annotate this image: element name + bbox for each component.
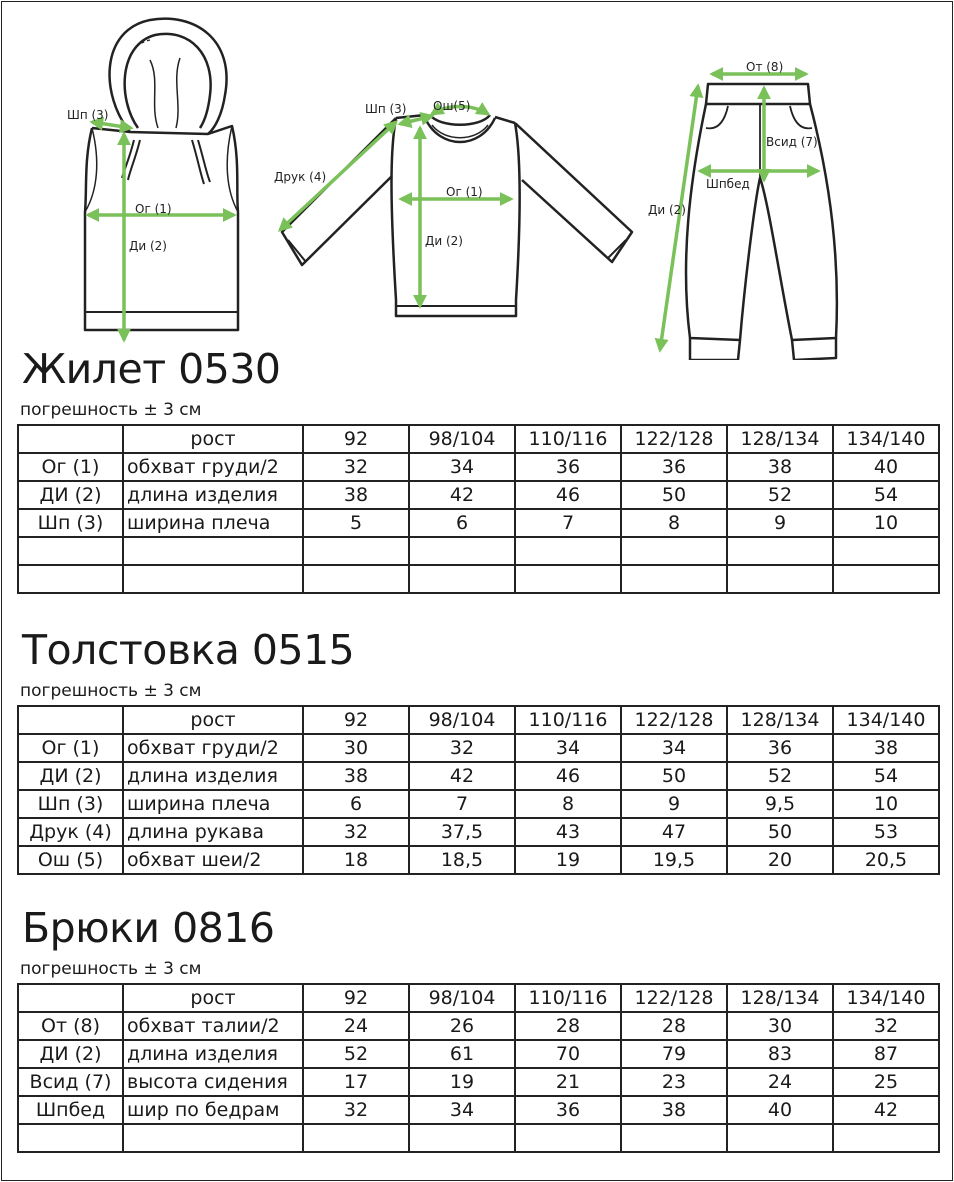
measure-value: 38 bbox=[621, 1096, 727, 1124]
pants-length-label: Ди (2) bbox=[648, 203, 686, 217]
size-header: 98/104 bbox=[409, 706, 515, 734]
table-row bbox=[18, 1096, 939, 1124]
measure-name: обхват груди/2 bbox=[123, 734, 303, 762]
measure-value: 32 bbox=[833, 1012, 939, 1040]
table-row bbox=[18, 481, 939, 509]
measure-value: 24 bbox=[303, 1012, 409, 1040]
table-row bbox=[18, 1068, 939, 1096]
table-header-row bbox=[18, 706, 939, 734]
table-row bbox=[18, 1040, 939, 1068]
vest-shoulder-label: Шп (3) bbox=[67, 108, 109, 122]
measure-value: 7 bbox=[515, 509, 621, 537]
measure-value: 54 bbox=[833, 481, 939, 509]
measure-code: Друк (4) bbox=[18, 818, 123, 846]
measure-name: обхват талии/2 bbox=[123, 1012, 303, 1040]
measure-value: 25 bbox=[833, 1068, 939, 1096]
header-label: рост bbox=[123, 984, 303, 1012]
measure-value: 8 bbox=[621, 509, 727, 537]
measure-value: 34 bbox=[621, 734, 727, 762]
measure-name: длина изделия bbox=[123, 481, 303, 509]
measure-value: 38 bbox=[303, 762, 409, 790]
measure-code: ДИ (2) bbox=[18, 481, 123, 509]
vest-size-table bbox=[17, 424, 940, 594]
measure-value: 17 bbox=[303, 1068, 409, 1096]
measure-name: обхват груди/2 bbox=[123, 453, 303, 481]
measure-value: 7 bbox=[409, 790, 515, 818]
table-row bbox=[18, 453, 939, 481]
measure-value: 52 bbox=[727, 481, 833, 509]
measure-value: 23 bbox=[621, 1068, 727, 1096]
measure-value: 20 bbox=[727, 846, 833, 874]
measure-value: 38 bbox=[833, 734, 939, 762]
measure-value: 37,5 bbox=[409, 818, 515, 846]
measure-value: 38 bbox=[727, 453, 833, 481]
size-header: 110/116 bbox=[515, 425, 621, 453]
measure-code: Шп (3) bbox=[18, 509, 123, 537]
measure-value: 10 bbox=[833, 790, 939, 818]
measure-value: 20,5 bbox=[833, 846, 939, 874]
measure-value: 34 bbox=[409, 1096, 515, 1124]
measure-value: 42 bbox=[409, 481, 515, 509]
measure-value: 40 bbox=[727, 1096, 833, 1124]
size-header: 98/104 bbox=[409, 984, 515, 1012]
vest-section-title: Жилет 0530 bbox=[22, 345, 281, 393]
measure-value: 54 bbox=[833, 762, 939, 790]
measure-value: 43 bbox=[515, 818, 621, 846]
measure-value: 18,5 bbox=[409, 846, 515, 874]
size-header: 122/128 bbox=[621, 706, 727, 734]
sweatshirt-tolerance: погрешность ± 3 см bbox=[20, 681, 202, 701]
table-row-empty bbox=[18, 537, 939, 565]
measure-name: высота сидения bbox=[123, 1068, 303, 1096]
header-label: рост bbox=[123, 425, 303, 453]
table-row bbox=[18, 790, 939, 818]
measure-value: 50 bbox=[621, 481, 727, 509]
measure-value: 52 bbox=[727, 762, 833, 790]
sweatshirt-section-title: Толстовка 0515 bbox=[22, 626, 355, 674]
measure-name: длина изделия bbox=[123, 762, 303, 790]
table-row bbox=[18, 818, 939, 846]
measure-value: 9,5 bbox=[727, 790, 833, 818]
measure-value: 32 bbox=[303, 818, 409, 846]
sweatshirt-length-label: Ди (2) bbox=[425, 234, 463, 248]
size-header: 110/116 bbox=[515, 706, 621, 734]
measure-value: 47 bbox=[621, 818, 727, 846]
table-row bbox=[18, 1012, 939, 1040]
measure-value: 42 bbox=[409, 762, 515, 790]
measure-value: 5 bbox=[303, 509, 409, 537]
header-label: рост bbox=[123, 706, 303, 734]
size-header: 128/134 bbox=[727, 984, 833, 1012]
table-row bbox=[18, 509, 939, 537]
measure-value: 9 bbox=[727, 509, 833, 537]
measure-name: длина изделия bbox=[123, 1040, 303, 1068]
size-header: 110/116 bbox=[515, 984, 621, 1012]
pants-waist-label: От (8) bbox=[746, 60, 784, 74]
measure-code: Ош (5) bbox=[18, 846, 123, 874]
pants-hip-label: Шпбед bbox=[706, 177, 750, 191]
measure-value: 70 bbox=[515, 1040, 621, 1068]
size-header: 122/128 bbox=[621, 984, 727, 1012]
size-header: 92 bbox=[303, 425, 409, 453]
measure-value: 61 bbox=[409, 1040, 515, 1068]
garment-diagrams bbox=[0, 0, 954, 360]
measure-code: Ог (1) bbox=[18, 734, 123, 762]
measure-value: 21 bbox=[515, 1068, 621, 1096]
measure-value: 36 bbox=[621, 453, 727, 481]
sweatshirt-shoulder-label: Шп (3) bbox=[365, 102, 407, 116]
sweatshirt-sleeve-label: Друк (4) bbox=[274, 170, 327, 184]
measure-value: 34 bbox=[409, 453, 515, 481]
pants-tolerance: погрешность ± 3 см bbox=[20, 959, 202, 979]
measure-value: 28 bbox=[515, 1012, 621, 1040]
pants-size-table bbox=[17, 983, 940, 1153]
measure-code: Всид (7) bbox=[18, 1068, 123, 1096]
measure-value: 42 bbox=[833, 1096, 939, 1124]
table-row bbox=[18, 762, 939, 790]
vest-length-label: Ди (2) bbox=[129, 239, 167, 253]
measure-value: 46 bbox=[515, 762, 621, 790]
pants-diagram bbox=[686, 84, 837, 360]
measure-code: От (8) bbox=[18, 1012, 123, 1040]
size-header: 122/128 bbox=[621, 425, 727, 453]
size-header: 92 bbox=[303, 706, 409, 734]
measure-name: ширина плеча bbox=[123, 790, 303, 818]
measure-code: Шпбед bbox=[18, 1096, 123, 1124]
measure-value: 40 bbox=[833, 453, 939, 481]
measure-value: 87 bbox=[833, 1040, 939, 1068]
vest-tolerance: погрешность ± 3 см bbox=[20, 400, 202, 420]
measure-value: 19,5 bbox=[621, 846, 727, 874]
measure-value: 26 bbox=[409, 1012, 515, 1040]
measure-value: 50 bbox=[621, 762, 727, 790]
table-header-row bbox=[18, 425, 939, 453]
measure-code: ДИ (2) bbox=[18, 762, 123, 790]
measure-value: 46 bbox=[515, 481, 621, 509]
measure-value: 32 bbox=[303, 1096, 409, 1124]
measure-value: 6 bbox=[303, 790, 409, 818]
measure-value: 8 bbox=[515, 790, 621, 818]
measure-code: Шп (3) bbox=[18, 790, 123, 818]
table-row-empty bbox=[18, 1124, 939, 1152]
measure-value: 6 bbox=[409, 509, 515, 537]
measure-name: ширина плеча bbox=[123, 509, 303, 537]
table-row-empty bbox=[18, 565, 939, 593]
measure-value: 18 bbox=[303, 846, 409, 874]
pants-section-title: Брюки 0816 bbox=[22, 904, 275, 952]
table-row bbox=[18, 846, 939, 874]
table-row bbox=[18, 734, 939, 762]
sweatshirt-chest-label: Ог (1) bbox=[446, 185, 483, 199]
vest-diagram bbox=[85, 19, 238, 330]
size-header: 134/140 bbox=[833, 425, 939, 453]
pants-rise-label: Всид (7) bbox=[766, 135, 818, 149]
measure-value: 19 bbox=[409, 1068, 515, 1096]
measure-value: 28 bbox=[621, 1012, 727, 1040]
measure-value: 34 bbox=[515, 734, 621, 762]
vest-arrows bbox=[88, 122, 234, 340]
measure-value: 52 bbox=[303, 1040, 409, 1068]
measure-value: 79 bbox=[621, 1040, 727, 1068]
size-header: 134/140 bbox=[833, 984, 939, 1012]
measure-value: 9 bbox=[621, 790, 727, 818]
measure-value: 36 bbox=[515, 453, 621, 481]
measure-value: 50 bbox=[727, 818, 833, 846]
measure-value: 53 bbox=[833, 818, 939, 846]
measure-value: 83 bbox=[727, 1040, 833, 1068]
measure-code: ДИ (2) bbox=[18, 1040, 123, 1068]
sweatshirt-diagram bbox=[282, 115, 632, 316]
measure-value: 19 bbox=[515, 846, 621, 874]
size-header: 92 bbox=[303, 984, 409, 1012]
sweatshirt-size-table bbox=[17, 705, 940, 875]
size-header: 128/134 bbox=[727, 425, 833, 453]
measure-value: 24 bbox=[727, 1068, 833, 1096]
measure-name: длина рукава bbox=[123, 818, 303, 846]
measure-name: обхват шеи/2 bbox=[123, 846, 303, 874]
size-header: 134/140 bbox=[833, 706, 939, 734]
measure-value: 38 bbox=[303, 481, 409, 509]
measure-value: 36 bbox=[515, 1096, 621, 1124]
measure-code: Ог (1) bbox=[18, 453, 123, 481]
size-header: 128/134 bbox=[727, 706, 833, 734]
measure-value: 32 bbox=[303, 453, 409, 481]
vest-chest-label: Ог (1) bbox=[135, 202, 172, 216]
measure-value: 30 bbox=[727, 1012, 833, 1040]
measure-value: 32 bbox=[409, 734, 515, 762]
table-header-row bbox=[18, 984, 939, 1012]
diagram-canvas bbox=[0, 0, 954, 360]
measure-value: 30 bbox=[303, 734, 409, 762]
sweatshirt-neck-label: Ош(5) bbox=[433, 99, 471, 113]
measure-value: 36 bbox=[727, 734, 833, 762]
measure-value: 10 bbox=[833, 509, 939, 537]
size-header: 98/104 bbox=[409, 425, 515, 453]
measure-name: шир по бедрам bbox=[123, 1096, 303, 1124]
